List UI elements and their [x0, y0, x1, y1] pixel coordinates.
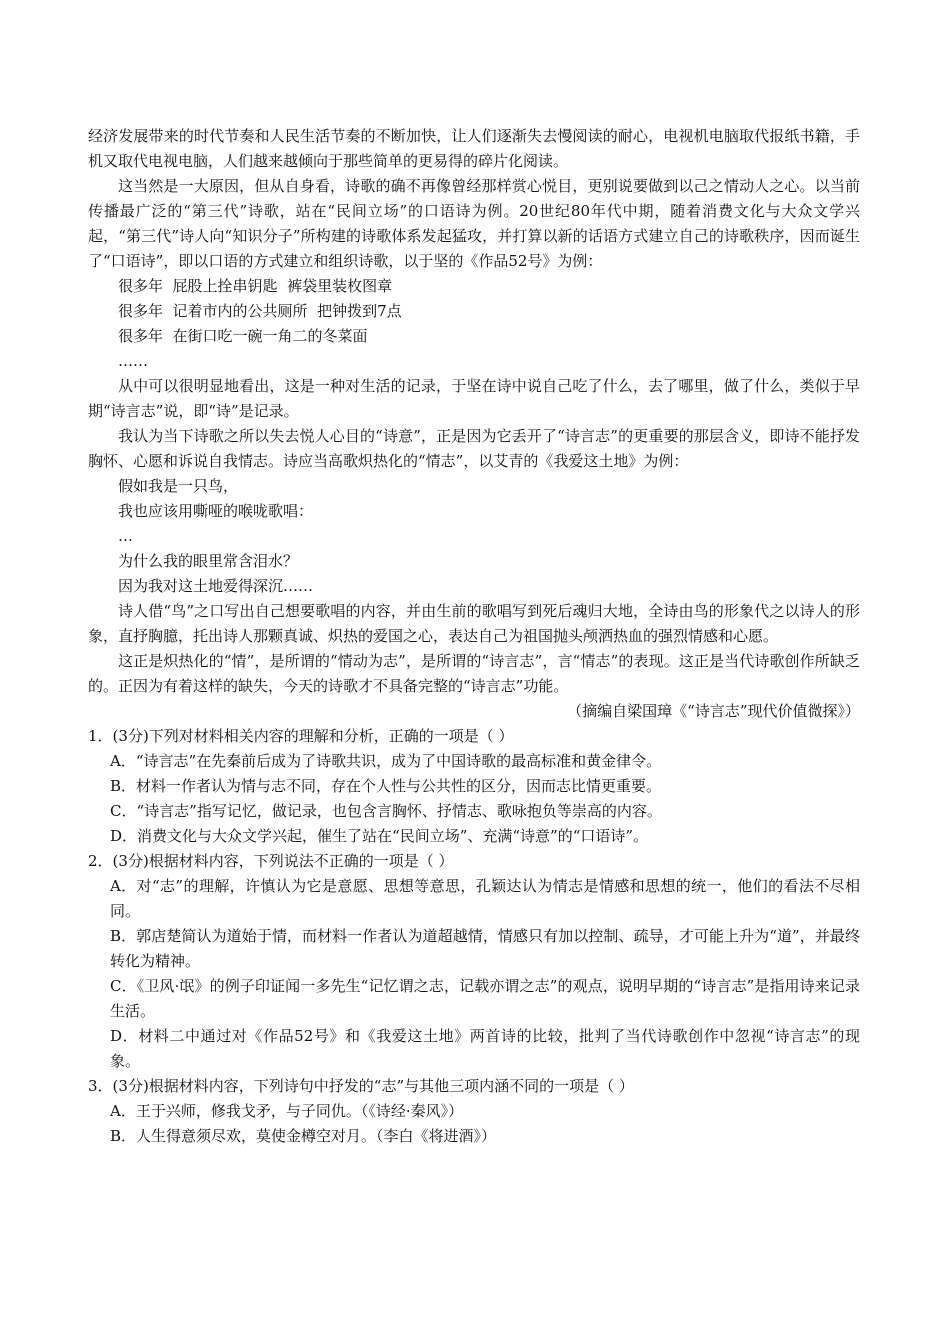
question-stem: 1．(3分)下列对材料相关内容的理解和分析，正确的一项是（ ）	[88, 727, 514, 745]
option-d: D．消费文化与大众文学兴起，催生了站在“民间立场”、充满“诗意”的“口语诗”。	[110, 827, 649, 845]
option-d: D．材料二中通过对《作品52号》和《我爱这土地》两首诗的比较，批判了当代诗歌创作中忽视“诗言志”的现象。	[110, 1027, 860, 1070]
passage-source: （摘编自梁国璋《“诗言志”现代价值微探》）	[567, 702, 860, 720]
document-page	[88, 124, 860, 1149]
poem-line: 因为我对这土地爱得深沉……	[118, 577, 314, 595]
poem-line: 很多年 记着市内的公共厕所 把钟拨到7点	[118, 302, 402, 320]
option-a: A．对“志”的理解，许慎认为它是意愿、思想等意思，孔颖达认为情志是情感和思想的统一，他们的看法不尽相同。	[110, 877, 860, 920]
option-c: C．“诗言志”指写记忆，做记录，也包含言胸怀、抒情志、歌咏抱负等崇高的内容。	[110, 802, 662, 820]
poem-line: ……	[118, 352, 148, 370]
poem-wo-ai-zhe-tudi	[88, 474, 860, 599]
option-c: C．《卫风·氓》的例子印证闻一多先生“记忆谓之志，记载亦谓之志”的观点，说明早期的“诗言志”是指用诗来记录生活。	[110, 977, 860, 1020]
question-1	[88, 724, 860, 849]
option-b: B．材料一作者认为情与志不同，存在个人性与公共性的区分，因而志比情更重要。	[110, 777, 662, 795]
option-a: A．王于兴师，修我戈矛，与子同仇。（《诗经·秦风》）	[110, 1102, 464, 1120]
poem-line: 我也应该用嘶哑的喉咙歌唱：	[118, 502, 314, 520]
poem-zuopin-52	[88, 274, 860, 374]
option-b: B．人生得意须尽欢，莫使金樽空对月。（李白《将进酒》）	[110, 1127, 497, 1145]
option-a: A．“诗言志”在先秦前后成为了诗歌共识，成为了中国诗歌的最高标准和黄金律令。	[110, 752, 662, 770]
poem-line: 为什么我的眼里常含泪水？	[118, 552, 299, 570]
poem-line: 假如我是一只鸟，	[118, 477, 239, 495]
question-2	[88, 849, 860, 1074]
poem-line: 很多年 在街口吃一碗一角二的冬菜面	[118, 327, 368, 345]
question-3	[88, 1074, 860, 1149]
passage-paragraph-3: 从中可以很明显地看出，这是一种对生活的记录，于坚在诗中说自己吃了什么，去了哪里，做了什么，类似于早期“诗言志”说，即“诗”是记录。	[88, 377, 860, 420]
poem-line: …	[118, 527, 133, 545]
passage-paragraph-6: 这正是炽热化的“情”，是所谓的“情动为志”，是所谓的“诗言志”，言“情志”的表现。这正是当代诗歌创作所缺乏的。正因为有着这样的缺失，今天的诗歌才不具备完整的“诗言志”功能。	[88, 652, 860, 695]
poem-line: 很多年 屁股上拴串钥匙 裤袋里装枚图章	[118, 277, 393, 295]
passage-paragraph-5: 诗人借“鸟”之口写出自己想要歌唱的内容，并由生前的歌唱写到死后魂归大地，全诗由鸟的形象代之以诗人的形象，直抒胸臆，托出诗人那颗真诚、炽热的爱国之心，表达自己为祖国抛头颅洒热血的强烈情感和心愿。	[88, 602, 860, 645]
question-stem: 2．(3分)根据材料内容，下列说法不正确的一项是（ ）	[88, 852, 454, 870]
question-stem: 3．(3分)根据材料内容，下列诗句中抒发的“志”与其他三项内涵不同的一项是（ ）	[88, 1077, 634, 1095]
option-b: B．郭店楚简认为道始于情，而材料一作者认为道超越情，情感只有加以控制、疏导，才可能上升为“道”，并最终转化为精神。	[110, 927, 860, 970]
passage-paragraph-4: 我认为当下诗歌之所以失去悦人心目的“诗意”，正是因为它丢开了“诗言志”的更重要的那层含义，即诗不能抒发胸怀、心愿和诉说自我情志。诗应当高歌炽热化的“情志”，以艾青的《我爱这土地》为例：	[88, 427, 860, 470]
passage-paragraph-1: 经济发展带来的时代节奏和人民生活节奏的不断加快，让人们逐渐失去慢阅读的耐心，电视机电脑取代报纸书籍，手机又取代电视电脑，人们越来越倾向于那些简单的更易得的碎片化阅读。	[88, 127, 860, 170]
passage-paragraph-2: 这当然是一大原因，但从自身看，诗歌的确不再像曾经那样赏心悦目，更别说要做到以己之情动人之心。以当前传播最广泛的“第三代”诗歌，站在“民间立场”的口语诗为例。20世纪80年代中期，随着消费文化与大众文学兴起，“第三代”诗人向“知识分子”所构建的诗歌体系发起猛攻，并打算以新的话语方式建立自己的诗歌秩序，因而诞生了“口语诗”，即以口语的方式建立和组织诗歌，以于坚的《作品52号》为例：	[88, 177, 860, 270]
